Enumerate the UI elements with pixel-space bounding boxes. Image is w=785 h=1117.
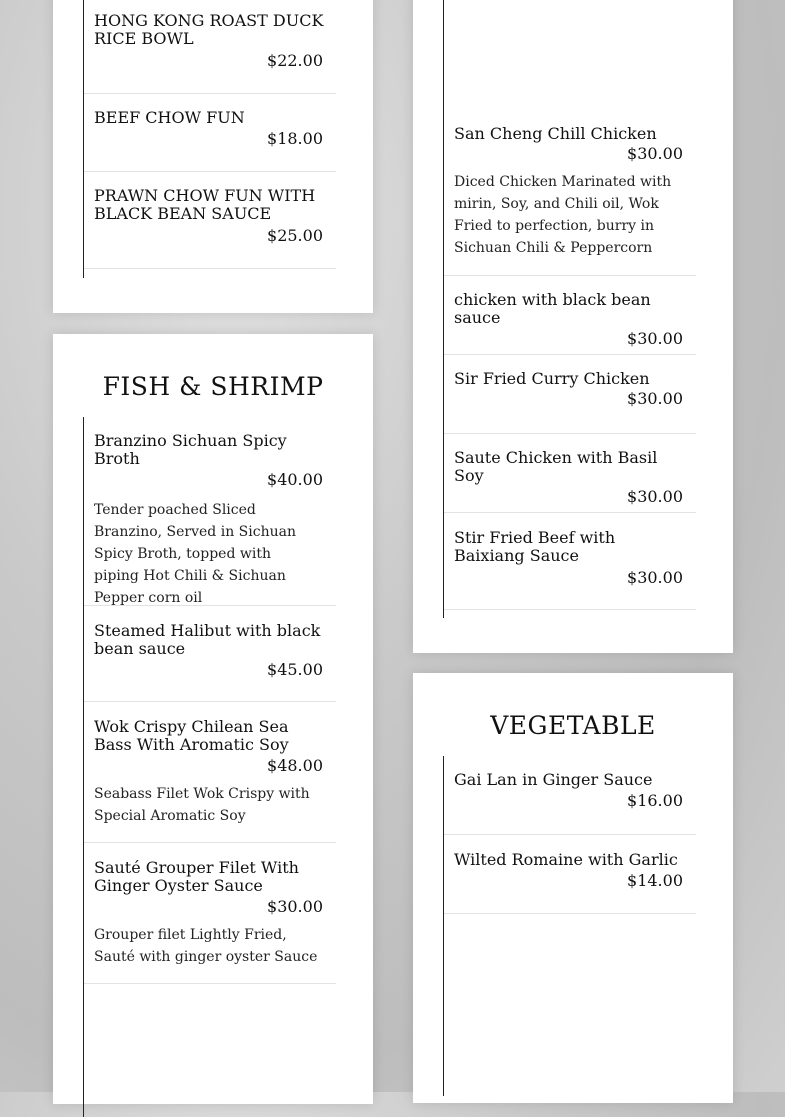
menu-card-right-top [413,0,733,653]
menu-card-vegetable [413,673,733,1103]
section-title: FISH & SHRIMP [102,372,324,401]
item-price: $30.00 [627,329,683,348]
item-description: Seabass Filet Wok Crispy with Special Aromatic Soy [94,786,310,824]
menu-card-fish-shrimp [53,334,373,1104]
item-price: $22.00 [267,51,323,70]
menu-item-list [83,417,336,1117]
item-price: $45.00 [267,660,323,679]
item-description: Diced Chicken Marinated with mirin, Soy, and Chili oil, Wok Fried to perfection, burry in Sichuan Chili & Peppercorn [454,174,672,256]
item-name: Wok Crispy Chilean Sea Bass With Aromatic Soy [94,717,289,754]
menu-item[interactable] [444,355,696,434]
menu-item[interactable] [84,172,336,269]
item-price: $18.00 [267,129,323,148]
menu-card-left-top [53,0,373,313]
item-name: HONG KONG ROAST DUCK RICE BOWL [94,11,324,48]
menu-item-spacer [444,0,696,108]
menu-item[interactable] [444,434,696,513]
item-name: Branzino Sichuan Spicy Broth [94,431,287,468]
item-name: Saute Chicken with Basil Soy [454,448,658,485]
item-price: $25.00 [267,226,323,245]
menu-item[interactable] [84,0,336,94]
menu-item[interactable] [84,702,336,843]
item-name: Stir Fried Beef with Baixiang Sauce [454,528,616,565]
item-name: Wilted Romaine with Garlic [454,850,678,869]
menu-item-list [443,0,696,618]
item-price: $30.00 [627,487,683,506]
item-name: Sir Fried Curry Chicken [454,369,650,388]
menu-item[interactable] [444,513,696,610]
item-name: Gai Lan in Ginger Sauce [454,770,653,789]
menu-item-list [83,0,336,278]
item-name: PRAWN CHOW FUN WITH BLACK BEAN SAUCE [94,186,316,223]
item-price: $30.00 [627,568,683,587]
item-name: chicken with black bean sauce [454,290,651,327]
menu-item[interactable] [444,835,696,914]
item-price: $30.00 [627,144,683,163]
menu-item[interactable] [84,606,336,702]
item-description: Grouper filet Lightly Fried, Sauté with ginger oyster Sauce [94,927,318,965]
item-name: BEEF CHOW FUN [94,108,245,127]
item-price: $48.00 [267,756,323,775]
item-description: Tender poached Sliced Branzino, Served in Sichuan Spicy Broth, topped with piping Hot Chili & Sichuan Pepper corn oil [94,502,296,606]
section-title: VEGETABLE [490,711,656,740]
item-name: San Cheng Chill Chicken [454,124,657,143]
item-price: $30.00 [267,897,323,916]
menu-item[interactable] [84,843,336,984]
menu-item[interactable] [444,108,696,276]
item-price: $16.00 [627,791,683,810]
menu-item[interactable] [84,417,336,606]
menu-item-list [443,756,696,1096]
item-name: Sauté Grouper Filet With Ginger Oyster Sauce [94,858,299,895]
item-price: $40.00 [267,470,323,489]
menu-item[interactable] [444,276,696,355]
item-price: $14.00 [627,871,683,890]
menu-item[interactable] [444,756,696,835]
item-price: $30.00 [627,389,683,408]
menu-item[interactable] [84,94,336,172]
item-name: Steamed Halibut with black bean sauce [94,621,321,658]
